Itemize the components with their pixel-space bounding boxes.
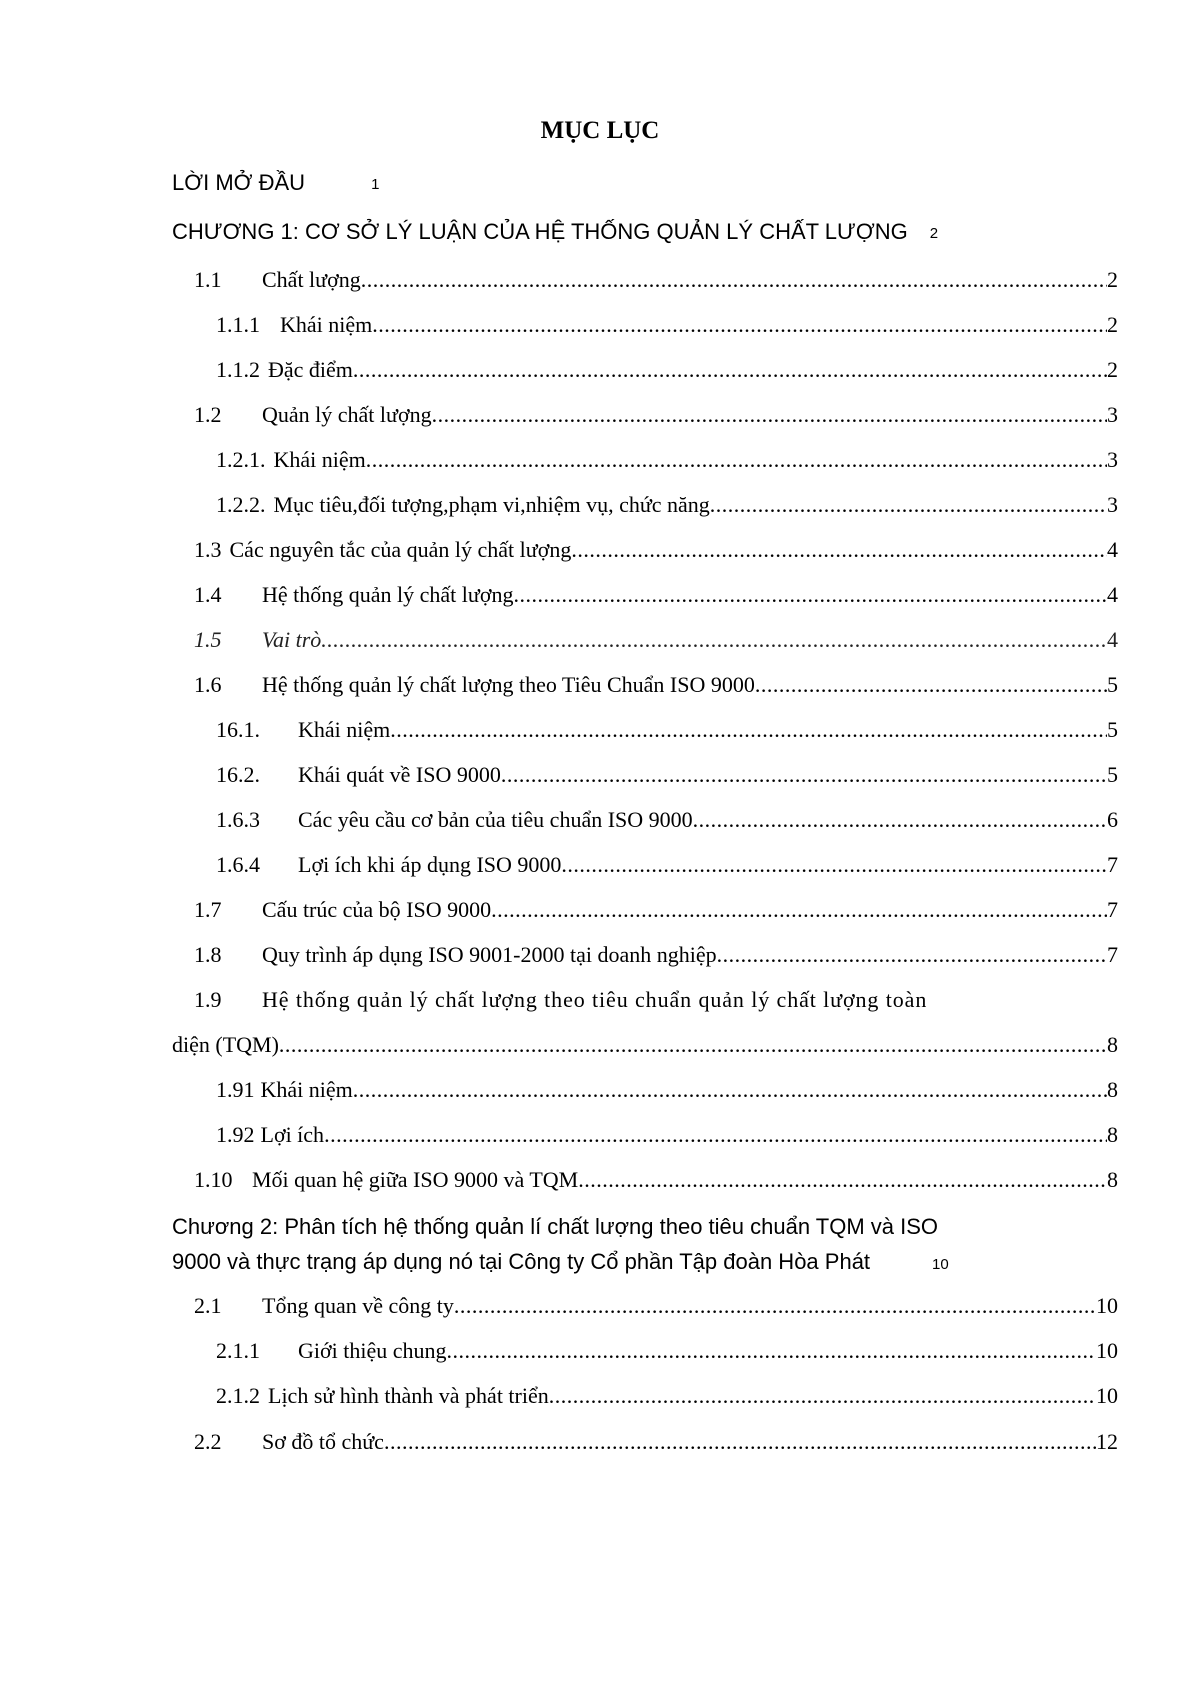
toc-entry-1-9-cont[interactable]: diện (TQM) ..... 8 — [172, 1031, 1118, 1059]
toc-entry-1-10[interactable]: 1.10 Mối quan hệ giữa ISO 9000 và TQM ..... 8 — [194, 1166, 1118, 1194]
toc-entry-2-1[interactable]: 2.1 Tổng quan về công ty ..... 10 — [194, 1292, 1118, 1320]
dot-leader — [321, 626, 1107, 654]
toc-chapter-2-line1: Chương 2: Phân tích hệ thống quản lí chất lượng theo tiêu chuẩn TQM và ISO — [172, 1214, 939, 1239]
toc-chapter-1[interactable] — [172, 218, 938, 249]
toc-entry-1-1-1[interactable]: 1.1.1 Khái niệm ..... 2 — [216, 311, 1118, 339]
dot-leader — [561, 851, 1107, 879]
dot-leader — [384, 1428, 1096, 1456]
page-title: MỤC LỤC — [540, 117, 660, 144]
dot-leader — [755, 671, 1107, 699]
dot-leader — [717, 941, 1107, 969]
toc-entry-2-1-2[interactable]: 2.1.2 Lịch sử hình thành và phát triển ..... 10 — [216, 1382, 1118, 1410]
toc-entry-1-91[interactable]: 1.91 Khái niệm ..... 8 — [216, 1076, 1118, 1104]
toc-entry-2-2[interactable]: 2.2 Sơ đồ tổ chức ..... 12 — [194, 1428, 1118, 1456]
toc-entry-16-1[interactable]: 16.1. Khái niệm ..... 5 — [216, 716, 1118, 744]
toc-entry-1-6-3[interactable]: 1.6.3 Các yêu cầu cơ bản của tiêu chuẩn ISO 9000 ..... 6 — [216, 806, 1118, 834]
dot-leader — [578, 1166, 1107, 1194]
toc-chapter-1-label: CHƯƠNG 1: CƠ SỞ LÝ LUẬN CỦA HỆ THỐNG QUẢN LÝ CHẤT LƯỢNG — [172, 219, 908, 244]
toc-entry-1-6[interactable]: 1.6 Hệ thống quản lý chất lượng theo Tiêu Chuẩn ISO 9000 ..... 5 — [194, 671, 1118, 699]
toc-chapter-2-page: 10 — [932, 1256, 949, 1273]
dot-leader — [549, 1382, 1096, 1410]
toc-intro-page: 1 — [371, 176, 380, 193]
toc-chapter-2-line2: 9000 và thực trạng áp dụng nó tại Công ty Cổ phần Tập đoàn Hòa Phát — [172, 1249, 871, 1274]
dot-leader — [353, 356, 1107, 384]
toc-entry-1-8[interactable]: 1.8 Quy trình áp dụng ISO 9001-2000 tại doanh nghiệp ..... 7 — [194, 941, 1118, 969]
dot-leader — [513, 581, 1107, 609]
dot-leader — [571, 536, 1107, 564]
dot-leader — [353, 1076, 1107, 1104]
dot-leader — [491, 896, 1107, 924]
dot-leader — [447, 1337, 1097, 1365]
dot-leader — [710, 491, 1107, 519]
toc-entry-1-3[interactable]: 1.3 Các nguyên tắc của quản lý chất lượng ..... 4 — [194, 536, 1118, 564]
toc-entry-1-1[interactable]: 1.1 Chất lượng ..... 2 — [194, 266, 1118, 294]
toc-intro[interactable] — [172, 169, 379, 200]
toc-entry-1-92[interactable]: 1.92 Lợi ích ..... 8 — [216, 1121, 1118, 1149]
dot-leader — [361, 266, 1107, 294]
toc-chapter-2[interactable] — [172, 1209, 1122, 1282]
toc-entry-16-2[interactable]: 16.2. Khái quát về ISO 9000 ..... 5 — [216, 761, 1118, 789]
toc-entry-1-2-1[interactable]: 1.2.1. Khái niệm ..... 3 — [216, 446, 1118, 474]
dot-leader — [372, 311, 1107, 339]
toc-entry-1-6-4[interactable]: 1.6.4 Lợi ích khi áp dụng ISO 9000 ..... 7 — [216, 851, 1118, 879]
dot-leader — [366, 446, 1107, 474]
dot-leader — [279, 1031, 1107, 1059]
toc-entry-1-1-2[interactable]: 1.1.2 Đặc điểm ..... 2 — [216, 356, 1118, 384]
toc-entry-1-2[interactable]: 1.2 Quản lý chất lượng ..... 3 — [194, 401, 1118, 429]
toc-entry-1-7[interactable]: 1.7 Cấu trúc của bộ ISO 9000 ..... 7 — [194, 896, 1118, 924]
toc-entry-1-5[interactable]: 1.5 Vai trò ..... 4 — [194, 626, 1118, 654]
toc-entry-1-2-2[interactable]: 1.2.2. Mục tiêu,đối tượng,phạm vi,nhiệm vụ, chức năng ..... 3 — [216, 491, 1118, 519]
toc-entry-2-1-1[interactable]: 2.1.1 Giới thiệu chung ..... 10 — [216, 1337, 1118, 1365]
dot-leader — [501, 761, 1107, 789]
dot-leader — [324, 1121, 1107, 1149]
dot-leader — [390, 716, 1107, 744]
dot-leader — [432, 401, 1107, 429]
dot-leader — [693, 806, 1107, 834]
toc-entry-1-4[interactable]: 1.4 Hệ thống quản lý chất lượng ..... 4 — [194, 581, 1118, 609]
toc-intro-label: LỜI MỞ ĐẦU — [172, 170, 306, 195]
toc-entry-1-9[interactable]: 1.9 Hệ thống quản lý chất lượng theo tiêu chuẩn quản lý chất lượng toàn — [194, 987, 928, 1012]
toc-chapter-1-page: 2 — [929, 225, 939, 242]
dot-leader — [454, 1292, 1096, 1320]
